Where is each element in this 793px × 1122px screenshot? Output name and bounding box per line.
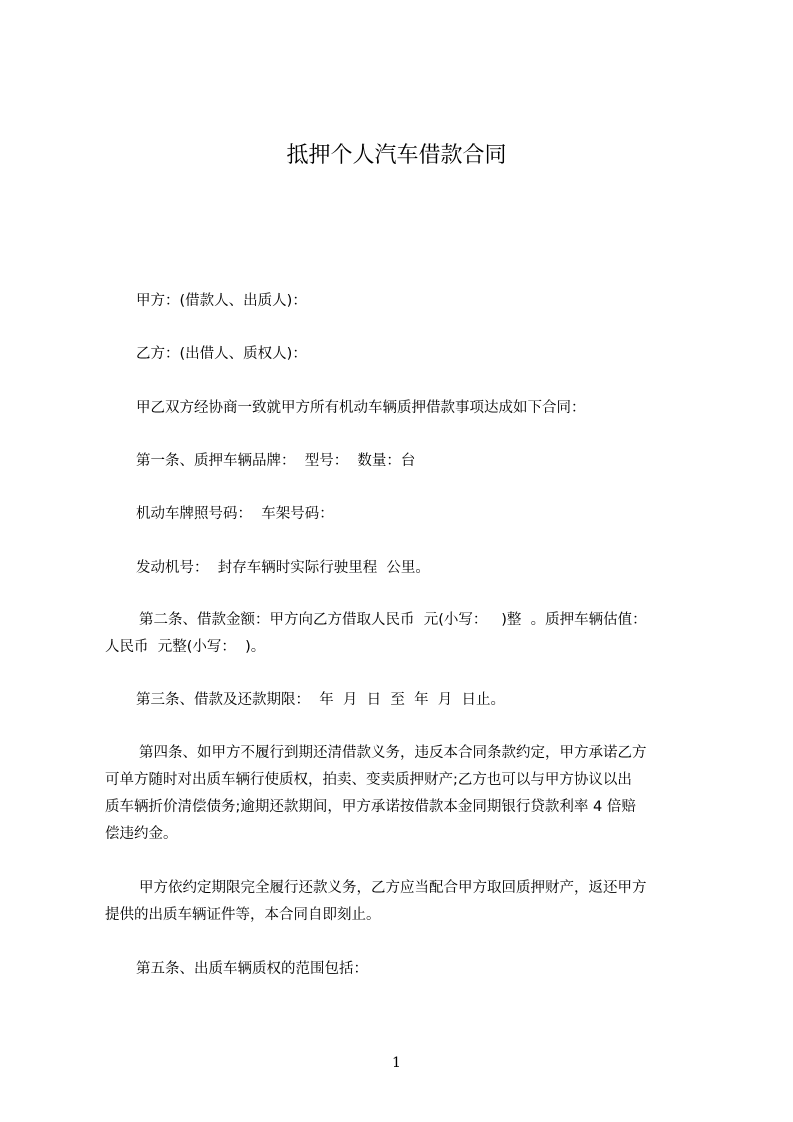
agreement-intro: 甲乙双方经协商一致就甲方所有机动车辆质押借款事项达成如下合同： <box>136 400 586 416</box>
article-4-default-terms: 第四条、如甲方不履行到期还清借款义务，违反本合同条款约定，甲方承诺乙方 可单方随时对出质车辆行使质权，拍卖、变卖质押财产;乙方也可以与甲方协议以出 质车辆折价清偿债务;逾期还款期间，甲方承诺按借款本金同期银行贷款利率 4 倍赔 偿违约金。 <box>105 745 647 842</box>
article-5-pledge-scope: 第五条、出质车辆质权的范围包括： <box>136 961 368 977</box>
article-3-loan-term: 第三条、借款及还款期限： 年 月 日 至 年 月 日止。 <box>136 692 506 708</box>
article-1-vehicle-brand: 第一条、质押车辆品牌： 型号： 数量：台 <box>136 453 416 469</box>
engine-number-line: 发动机号： 封存车辆时实际行驶里程 公里。 <box>136 560 430 576</box>
document-title: 抵押个人汽车借款合同 <box>286 143 507 168</box>
page-number: 1 <box>392 1055 401 1071</box>
article-2-loan-amount: 第二条、借款金额：甲方向乙方借取人民币 元(小写： )整 。质押车辆估值： 人民币 元整(小写： )。 <box>105 612 647 655</box>
party-b-line: 乙方：(出借人、质权人)： <box>136 346 307 362</box>
party-a-line: 甲方：(借款人、出质人)： <box>136 293 307 309</box>
repayment-return-clause: 甲方依约定期限完全履行还款义务，乙方应当配合甲方取回质押财产，返还甲方 提供的出质车辆证件等，本合同自即刻止。 <box>105 880 647 923</box>
license-plate-line: 机动车牌照号码： 车架号码： <box>136 506 334 522</box>
